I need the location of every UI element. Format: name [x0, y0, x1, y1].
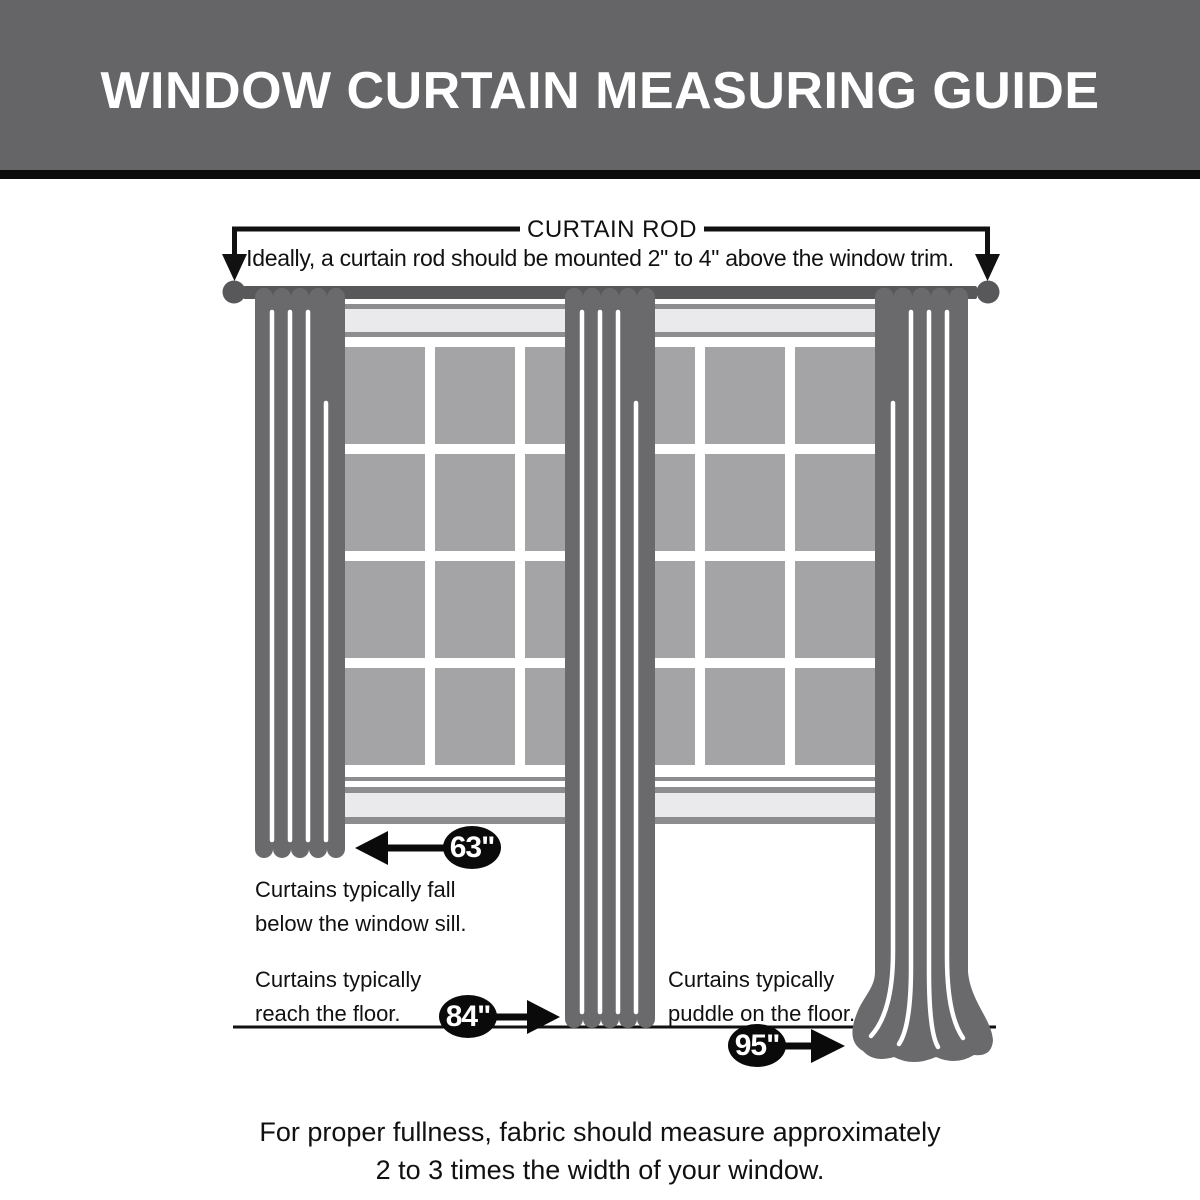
rod-finial-left [223, 281, 246, 304]
footer-line: For proper fullness, fabric should measure approximately [259, 1117, 941, 1147]
curtain-panel-63 [255, 288, 345, 858]
footer-note [0, 1113, 1200, 1189]
page-title: WINDOW CURTAIN MEASURING GUIDE [100, 62, 1100, 120]
caption-line: reach the floor. [255, 1001, 401, 1026]
caption-line: puddle on the floor. [668, 1001, 856, 1026]
caption-reach-floor [255, 963, 421, 1031]
footer-line: 2 to 3 times the width of your window. [375, 1155, 825, 1185]
caption-below-sill [255, 873, 467, 941]
caption-line: Curtains typically [255, 967, 422, 992]
caption-line: Curtains typically [668, 967, 835, 992]
rod-finial-right [977, 281, 1000, 304]
curtain-panel-84 [565, 288, 655, 1028]
caption-line: below the window sill. [255, 911, 467, 936]
length-badge-84: 84" [439, 995, 497, 1038]
caption-puddle-floor [668, 963, 855, 1031]
curtain-panel-95 [852, 288, 993, 1062]
length-badge-63: 63" [443, 826, 501, 869]
arrow-right-icon [527, 1000, 560, 1034]
caption-line: Curtains typically fall [255, 877, 456, 902]
length-badge-95: 95" [728, 1024, 786, 1067]
arrow-right-icon [811, 1029, 845, 1063]
rod-label: CURTAIN ROD [527, 216, 697, 243]
arrow-left-icon [355, 831, 388, 865]
rod-note: Ideally, a curtain rod should be mounted 2" to 4" above the window trim. [246, 245, 954, 271]
